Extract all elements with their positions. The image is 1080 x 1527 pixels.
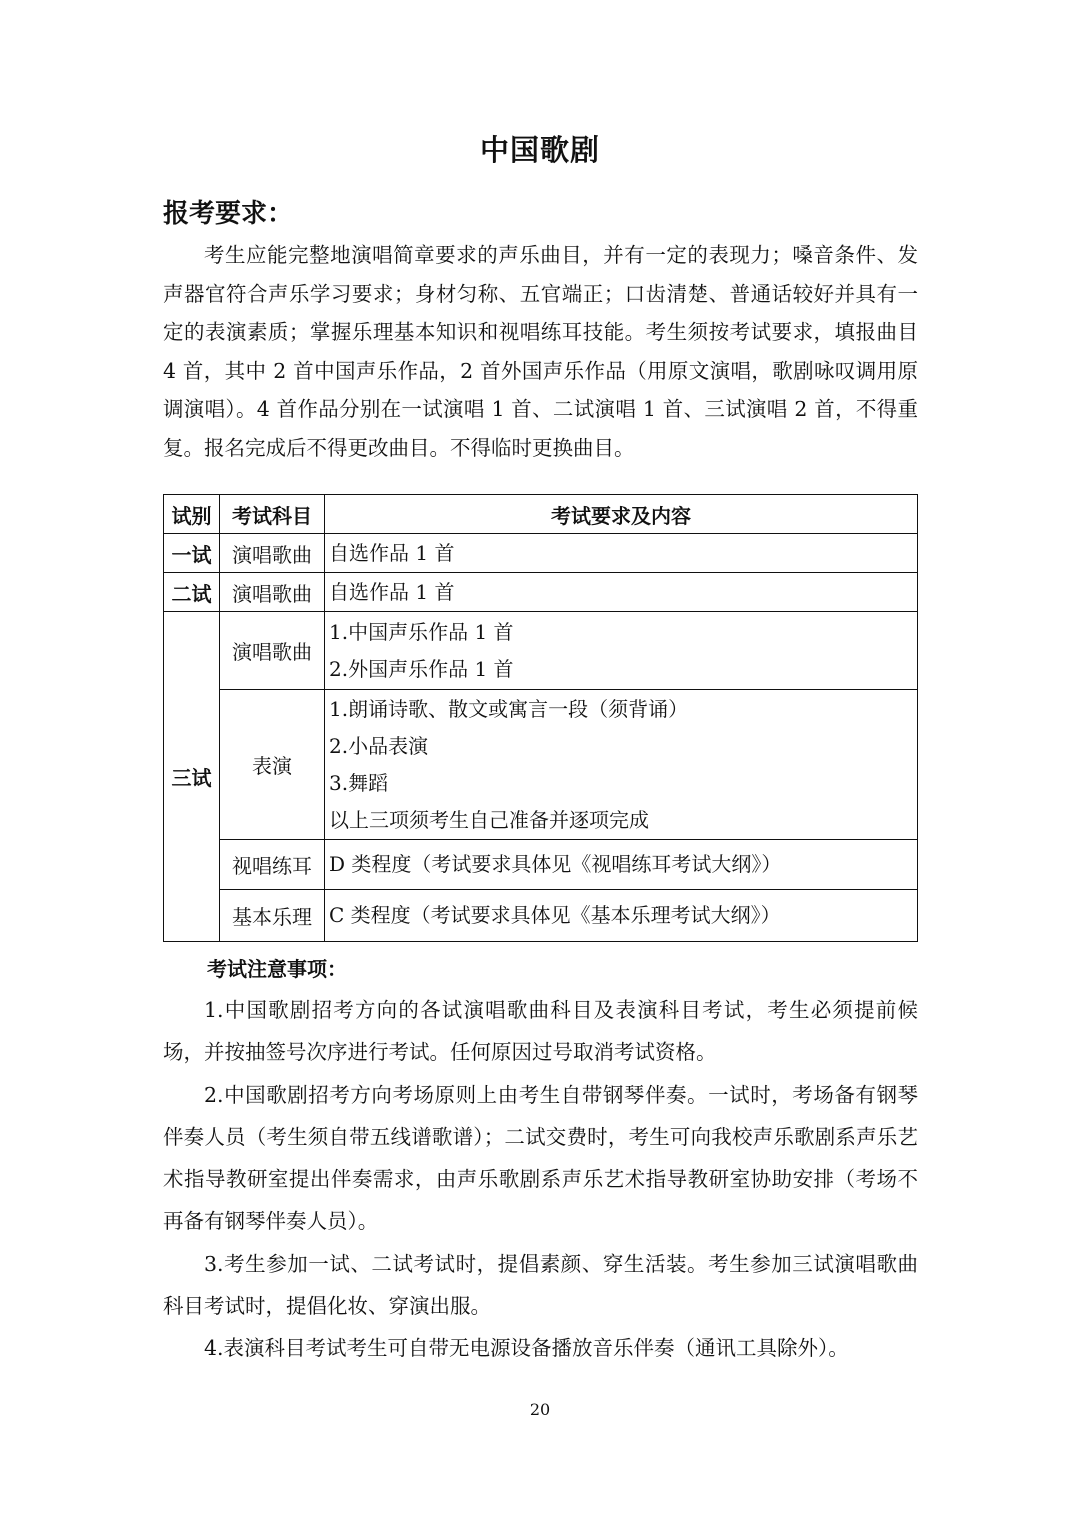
content-line: 1.朗诵诗歌、散文或寓言一段（须背诵）	[329, 696, 689, 721]
content-cell	[325, 534, 918, 573]
subject-cell: 演唱歌曲	[220, 534, 325, 573]
table-row	[164, 890, 918, 942]
content-line: C 类程度（考试要求具体见《基本乐理考试大纲》）	[329, 903, 781, 927]
subject-cell: 基本乐理	[220, 890, 325, 942]
content-cell	[325, 840, 918, 890]
table-row	[164, 534, 918, 573]
note-item: 1.中国歌剧招考方向的各试演唱歌曲科目及表演科目考试，考生必须提前候场，并按抽签号次序进行考试。任何原因过号取消考试资格。	[163, 998, 918, 1065]
notes-list	[163, 989, 918, 1370]
note-item: 4.表演科目考试考生可自带无电源设备播放音乐伴奏（通讯工具除外）。	[204, 1336, 849, 1361]
content-cell	[325, 612, 918, 690]
table-header-row	[164, 495, 918, 534]
content-line: 自选作品 1 首	[329, 540, 455, 565]
section-heading: 报考要求：	[163, 199, 294, 229]
content-cell	[325, 573, 918, 612]
subject-cell: 表演	[220, 690, 325, 840]
content-cell	[325, 690, 918, 840]
stage-cell: 二试	[164, 573, 220, 612]
content-line: 2.外国声乐作品 1 首	[329, 656, 514, 681]
exam-table	[163, 494, 918, 942]
table-header-content: 考试要求及内容	[325, 495, 918, 534]
table-row	[164, 690, 918, 840]
content-line: 2.小品表演	[329, 733, 429, 758]
notes-heading: 考试注意事项：	[207, 957, 347, 981]
content-cell	[325, 890, 918, 942]
subject-cell: 演唱歌曲	[220, 573, 325, 612]
stage-cell: 三试	[164, 612, 220, 942]
note-item: 3.考生参加一试、二试考试时，提倡素颜、穿生活装。考生参加三试演唱歌曲科目考试时，提倡化妆、穿演出服。	[163, 1251, 918, 1319]
content-line: 自选作品 1 首	[329, 579, 455, 604]
table-header-stage: 试别	[164, 495, 220, 534]
stage-cell: 一试	[164, 534, 220, 573]
content-line: 以上三项须考生自己准备并逐项完成	[329, 807, 649, 832]
content-line: 1.中国声乐作品 1 首	[329, 619, 514, 644]
content-line: 3.舞蹈	[329, 770, 389, 795]
table-row	[164, 840, 918, 890]
subject-cell: 视唱练耳	[220, 840, 325, 890]
page-number: 20	[529, 1400, 551, 1419]
table-header-subject: 考试科目	[220, 495, 325, 534]
table-row	[164, 612, 918, 690]
table-row	[164, 573, 918, 612]
note-item: 2.中国歌剧招考方向考场原则上由考生自带钢琴伴奏。一试时，考场备有钢琴伴奏人员（考生须自带五线谱歌谱）；二试交费时，考生可向我校声乐歌剧系声乐艺术指导教研室提出伴奏需求，由声乐歌剧系声乐艺术指导教研室协助安排（考场不再备有钢琴伴奏人员）。	[163, 1082, 918, 1234]
content-line: D 类程度（考试要求具体见《视唱练耳考试大纲》）	[329, 852, 782, 876]
page-title: 中国歌剧	[479, 133, 600, 167]
intro-paragraph: 考生应能完整地演唱简章要求的声乐曲目，并有一定的表现力；嗓音条件、发声器官符合声乐学习要求；身材匀称、五官端正；口齿清楚、普通话较好并具有一定的表演素质；掌握乐理基本知识和视唱练耳技能。考生须按考试要求，填报曲目 4 首，其中 2 首中国声乐作品，2 首外国声乐作品（用原文演唱，歌剧咏叹调用原调演唱）。4 首作品分别在一试演唱 1 首、二试演唱 1 首、三试演唱 2 首，不得重复。报名完成后不得更改曲目。不得临时更换曲目。	[163, 243, 918, 460]
subject-cell: 演唱歌曲	[220, 612, 325, 690]
